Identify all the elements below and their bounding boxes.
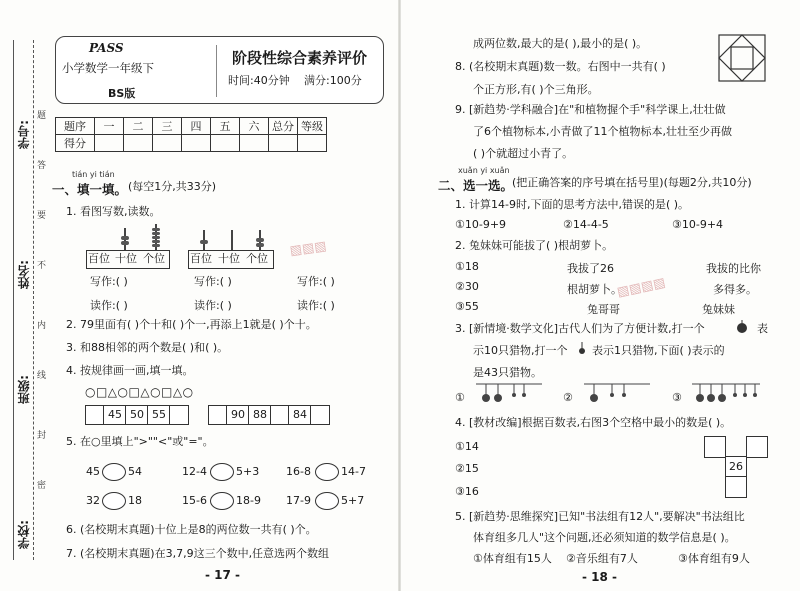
compare-left: 17-9 (286, 494, 311, 507)
q1-write-3: 写作:( ) (297, 275, 335, 288)
full-score: 满分:100分 (304, 74, 362, 87)
score-table-cell: 六 (240, 118, 269, 135)
page-title: 阶段性综合素养评价 (232, 49, 368, 67)
compare-right: 18 (128, 494, 142, 507)
q8-cont: 个正方形,有( )个三角形。 (473, 83, 599, 96)
score-input-cell[interactable] (95, 135, 124, 152)
s4-text: 4. [教材改编]根据百数表,右图3个空格中最小的数是( )。 (455, 416, 732, 429)
strip-mark: 封 (37, 431, 47, 441)
strip-mark: 线 (37, 371, 47, 381)
score-table-cell: 四 (182, 118, 211, 135)
q1-read-1: 读作:( ) (90, 299, 128, 312)
s5-option-2[interactable]: ②音乐组有7人 (566, 552, 638, 565)
score-input-cell[interactable] (153, 135, 182, 152)
strip-dash-line (33, 40, 34, 560)
score-table-cell: 一 (95, 118, 124, 135)
s3-text: 3. [新情境·数学文化]古代人们为了方便计数,打一个 (455, 322, 705, 335)
abacus-bead (200, 240, 208, 244)
compare-right: 5+3 (236, 465, 260, 478)
place-label: 百位 (190, 252, 212, 265)
s2-speaker-1: 兔哥哥 (587, 303, 620, 316)
number-box: 50 (125, 405, 149, 425)
s3-option-1[interactable]: ① (455, 391, 465, 404)
s1-text: 1. 计算14-9时,下面的思考方法中,错误的是( )。 (455, 198, 690, 211)
q9-text: 9. [新趋势·学科融合]在"和植物握个手"科学课上,壮壮做 (455, 103, 726, 116)
score-input-cell[interactable] (269, 135, 298, 152)
page-number-right: - 18 - (582, 570, 618, 584)
edition-label: BS版 (108, 87, 136, 100)
s2-bubble-1: 我拔了26 (567, 262, 614, 275)
q1-read-2: 读作:( ) (194, 299, 232, 312)
score-table-cell: 得分 (56, 135, 95, 152)
place-label: 个位 (143, 252, 165, 265)
strip-solid-line (13, 40, 14, 560)
number-box: 84 (288, 405, 312, 425)
number-box: 45 (103, 405, 127, 425)
score-table-score-row (56, 135, 327, 152)
abacus-bead (121, 236, 129, 240)
s3-text-2b: 表示1只猎物,下面( )表示的 (592, 344, 725, 357)
s3-rope-figure-1 (474, 380, 544, 408)
grid-cell-blank[interactable] (725, 476, 747, 498)
subject-label: 小学数学一年级下 (62, 61, 154, 75)
blank-box[interactable] (169, 405, 189, 425)
watermark-stamp: ▧▧▧▧ (615, 275, 667, 301)
strip-class-label: 班级: (17, 375, 31, 404)
q9-cont: 了6个植物标本,小青做了11个植物标本,壮壮至少再做 (473, 125, 732, 138)
q1-write-1: 写作:( ) (90, 275, 128, 288)
sec2-note: (把正确答案的序号填在括号里)(每题2分,共10分) (512, 176, 752, 189)
q8-text: 8. (名校期末真题)数一数。右图中一共有( ) (455, 60, 666, 73)
compare-right: 18-9 (236, 494, 261, 507)
s2-bubble-1b: 根胡萝卜。 (567, 283, 622, 296)
compare-left: 32 (86, 494, 100, 507)
s2-text: 2. 兔妹妹可能拔了( )根胡萝卜。 (455, 239, 614, 252)
grid-cell-number: 26 (725, 456, 747, 478)
card-divider (216, 45, 217, 97)
sec2-pinyin: xuǎn yi xuǎn (458, 166, 510, 175)
abacus-bead (152, 232, 160, 235)
compare-right: 14-7 (341, 465, 366, 478)
s1-option-3[interactable]: ③10-9+4 (672, 218, 724, 231)
q9-cont-2: ( )个就超过小青了。 (473, 147, 574, 160)
s3-option-2[interactable]: ② (563, 391, 573, 404)
s2-bubble-2: 我拔的比你 (706, 262, 761, 275)
compare-right: 54 (128, 465, 142, 478)
tally-knot-icon (734, 320, 750, 336)
compare-circle[interactable] (102, 463, 126, 481)
page-fold (398, 0, 401, 591)
score-table (55, 117, 327, 152)
blank-box[interactable] (208, 405, 228, 425)
number-box: 55 (147, 405, 171, 425)
strip-mark: 密 (37, 481, 47, 491)
q7-text: 7. (名校期末真题)在3,7,9这三个数中,任意选两个数组 (66, 547, 330, 560)
q1-read-3: 读作:( ) (297, 299, 335, 312)
score-table-cell: 题序 (56, 118, 95, 135)
abacus-bead (152, 236, 160, 239)
s4-option-1[interactable]: ①14 (455, 440, 479, 453)
s2-option-1[interactable]: ①18 (455, 260, 479, 273)
watermark-stamp: ▧▧▧ (288, 238, 328, 259)
score-input-cell[interactable] (124, 135, 153, 152)
compare-left: 45 (86, 465, 100, 478)
sec1-title: 一、填一填。 (52, 182, 128, 197)
s4-option-3[interactable]: ③16 (455, 485, 479, 498)
s3-text-2: 示10只猎物,打一个 (473, 344, 568, 357)
s2-speaker-2: 兔妹妹 (702, 303, 735, 316)
strip-mark: 内 (37, 321, 47, 331)
tally-small-knot-icon (575, 342, 589, 358)
q8-figure (717, 33, 767, 83)
abacus-rod (231, 230, 233, 250)
strip-mark: 要 (37, 211, 47, 221)
strip-id-label: 学号: (17, 120, 31, 149)
compare-right: 5+7 (341, 494, 365, 507)
s3-text-3: 是43只猎物。 (473, 366, 542, 379)
abacus-bead (152, 228, 160, 231)
pass-logo: PASS (89, 41, 124, 55)
q5-text: 5. 在○里填上">""<"或"="。 (66, 435, 214, 448)
s4-option-2[interactable]: ②15 (455, 462, 479, 475)
compare-left: 12-4 (182, 465, 207, 478)
s5-option-3[interactable]: ③体育组有9人 (678, 552, 750, 565)
blank-box[interactable] (270, 405, 290, 425)
abacus-bead (152, 244, 160, 247)
compare-circle[interactable] (102, 492, 126, 510)
s2-option-2[interactable]: ②30 (455, 280, 479, 293)
grid-cell-blank[interactable] (704, 436, 726, 458)
compare-circle[interactable] (315, 463, 339, 481)
grid-cell-blank[interactable] (746, 436, 768, 458)
s3-option-3[interactable]: ③ (672, 391, 682, 404)
compare-circle[interactable] (210, 492, 234, 510)
score-table-cell: 总分 (269, 118, 298, 135)
s5-text: 5. [新趋势·思维探究]已知"书法组有12人",要解决"书法组比 (455, 510, 745, 523)
sec1-note: (每空1分,共33分) (128, 180, 217, 193)
compare-left: 16-8 (286, 465, 311, 478)
page-number-left: - 17 - (205, 568, 241, 582)
abacus-bead (121, 241, 129, 245)
s3-rope-figure-2 (582, 380, 652, 408)
sec1-pinyin: tián yi tián (72, 170, 115, 179)
s1-option-1[interactable]: ①10-9+9 (455, 218, 507, 231)
q1-write-2: 写作:( ) (194, 275, 232, 288)
score-table-cell: 二 (124, 118, 153, 135)
abacus-bead (256, 238, 264, 242)
s3-text-tail: 表 (757, 322, 768, 335)
strip-name-label: 姓名: (17, 260, 31, 289)
score-input-cell[interactable] (182, 135, 211, 152)
s3-rope-figure-3 (690, 380, 762, 408)
sec2-title: 二、选一选。 (438, 178, 514, 193)
strip-mark: 题 (37, 111, 47, 121)
abacus-bead (152, 240, 160, 243)
place-label: 个位 (246, 252, 268, 265)
compare-circle[interactable] (210, 463, 234, 481)
s2-option-3[interactable]: ③55 (455, 300, 479, 313)
score-input-cell[interactable] (298, 135, 327, 152)
place-label: 十位 (115, 252, 137, 265)
compare-left: 15-6 (182, 494, 207, 507)
q3-text: 3. 和88相邻的两个数是( )和( )。 (66, 341, 229, 354)
strip-school-label: 学校: (17, 520, 31, 549)
q7-cont: 成两位数,最大的是( ),最小的是( )。 (473, 37, 648, 50)
strip-mark: 不 (37, 261, 47, 271)
header-card (55, 36, 384, 104)
blank-box[interactable] (310, 405, 330, 425)
s5-text-2: 体育组多几人"这个问题,还必须知道的数学信息是( )。 (473, 531, 736, 544)
abacus-bead (256, 243, 264, 247)
place-label: 百位 (88, 252, 110, 265)
number-box: 88 (248, 405, 272, 425)
score-table-cell: 五 (211, 118, 240, 135)
number-box: 90 (226, 405, 250, 425)
score-table-header-row (56, 118, 327, 135)
s2-bubble-2b: 多得多。 (713, 283, 757, 296)
score-input-cell[interactable] (240, 135, 269, 152)
blank-box[interactable] (85, 405, 105, 425)
place-label: 十位 (218, 252, 240, 265)
q4-text: 4. 按规律画一画,填一填。 (66, 364, 194, 377)
score-input-cell[interactable] (211, 135, 240, 152)
s1-option-2[interactable]: ②14-4-5 (563, 218, 609, 231)
score-table-cell: 三 (153, 118, 182, 135)
strip-mark: 答 (37, 161, 47, 171)
q4-shape-sequence: ○□△○□△○□△○ (85, 385, 194, 399)
q6-text: 6. (名校期末真题)十位上是8的两位数一共有( )个。 (66, 523, 317, 536)
score-table-cell: 等级 (298, 118, 327, 135)
q1-text: 1. 看图写数,读数。 (66, 205, 161, 218)
compare-circle[interactable] (315, 492, 339, 510)
s5-option-1[interactable]: ①体育组有15人 (473, 552, 552, 565)
q2-text: 2. 79里面有( )个十和( )个一,再添上1就是( )个十。 (66, 318, 317, 331)
time-limit: 时间:40分钟 (228, 74, 290, 87)
